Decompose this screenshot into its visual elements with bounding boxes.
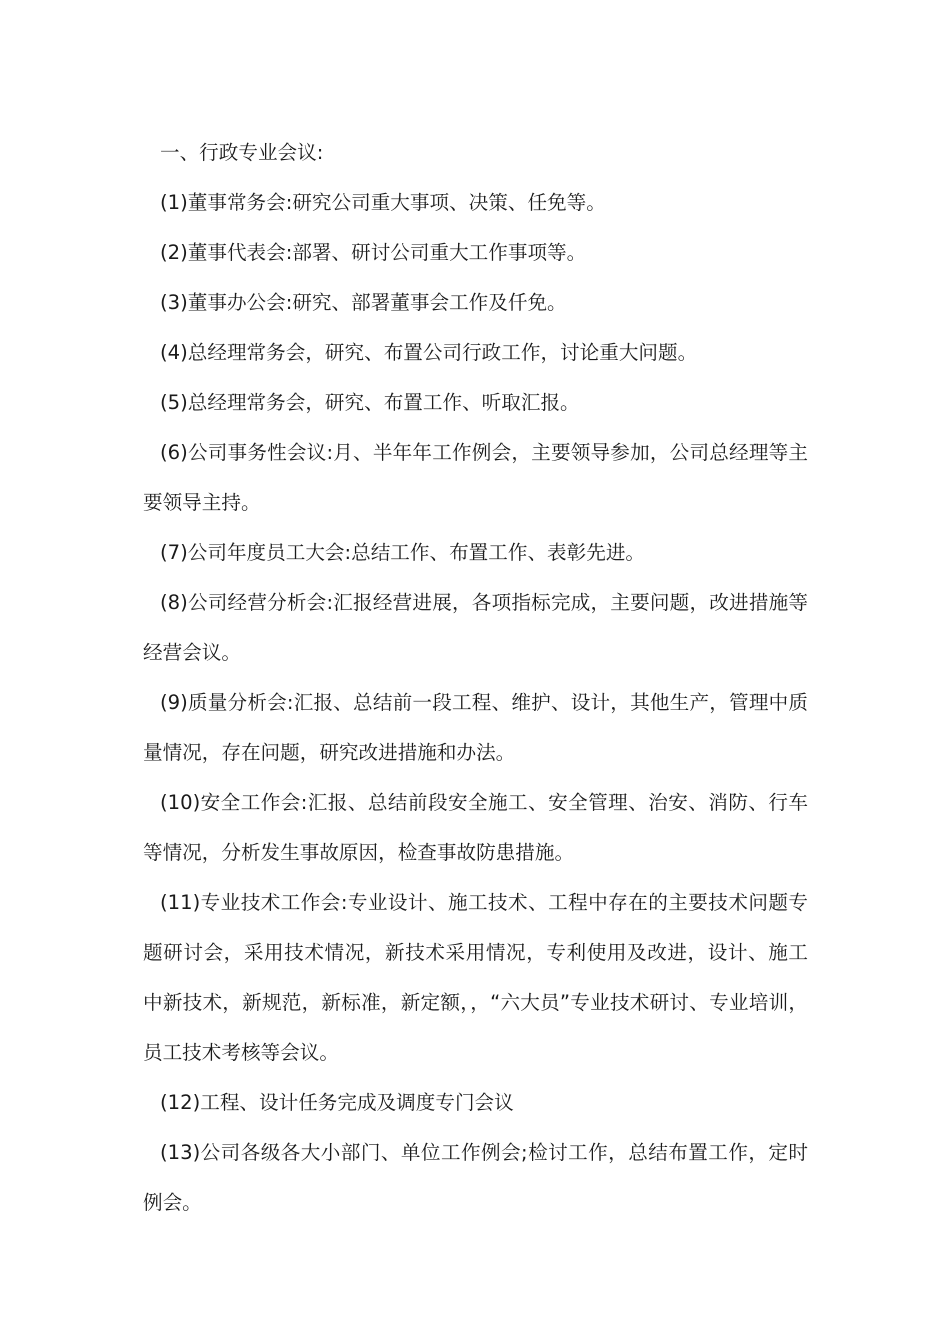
- list-item: (4)总经理常务会，研究、布置公司行政工作，讨论重大问题。: [160, 341, 698, 364]
- section-heading: 一、行政专业会议:: [160, 141, 324, 164]
- list-item: (13)公司各级各大小部门、单位工作例会;检讨工作，总结布置工作，定时例会。: [143, 1141, 808, 1214]
- list-item: (8)公司经营分析会:汇报经营进展，各项指标完成，主要问题，改进措施等经营会议。: [143, 591, 808, 664]
- list-item: (2)董事代表会:部署、研讨公司重大工作事项等。: [160, 241, 587, 264]
- document-body: [143, 128, 808, 1228]
- list-item: (6)公司事务性会议:月、半年年工作例会，主要领导参加，公司总经理等主要领导主持。: [143, 441, 808, 514]
- list-item: (9)质量分析会:汇报、总结前一段工程、维护、设计，其他生产，管理中质量情况，存在问题，研究改进措施和办法。: [143, 691, 808, 764]
- list-item: (11)专业技术工作会:专业设计、施工技术、工程中存在的主要技术问题专题研讨会，采用技术情况，新技术采用情况，专利使用及改进，设计、施工中新技术，新规范，新标准，新定额，，“六大员”专业技术研讨、专业培训，员工技术考核等会议。: [143, 891, 808, 1064]
- list-item: (1)董事常务会:研究公司重大事项、决策、任免等。: [160, 191, 606, 214]
- list-item: (12)工程、设计任务完成及调度专门会议: [160, 1091, 514, 1114]
- list-item: (5)总经理常务会，研究、布置工作、听取汇报。: [160, 391, 580, 414]
- list-item: (3)董事办公会:研究、部署董事会工作及仟免。: [160, 291, 567, 314]
- list-item: (10)安全工作会:汇报、总结前段安全施工、安全管理、治安、消防、行车等情况，分析发生事故原因，检查事故防患措施。: [143, 791, 808, 864]
- list-item: (7)公司年度员工大会:总结工作、布置工作、表彰先进。: [160, 541, 646, 564]
